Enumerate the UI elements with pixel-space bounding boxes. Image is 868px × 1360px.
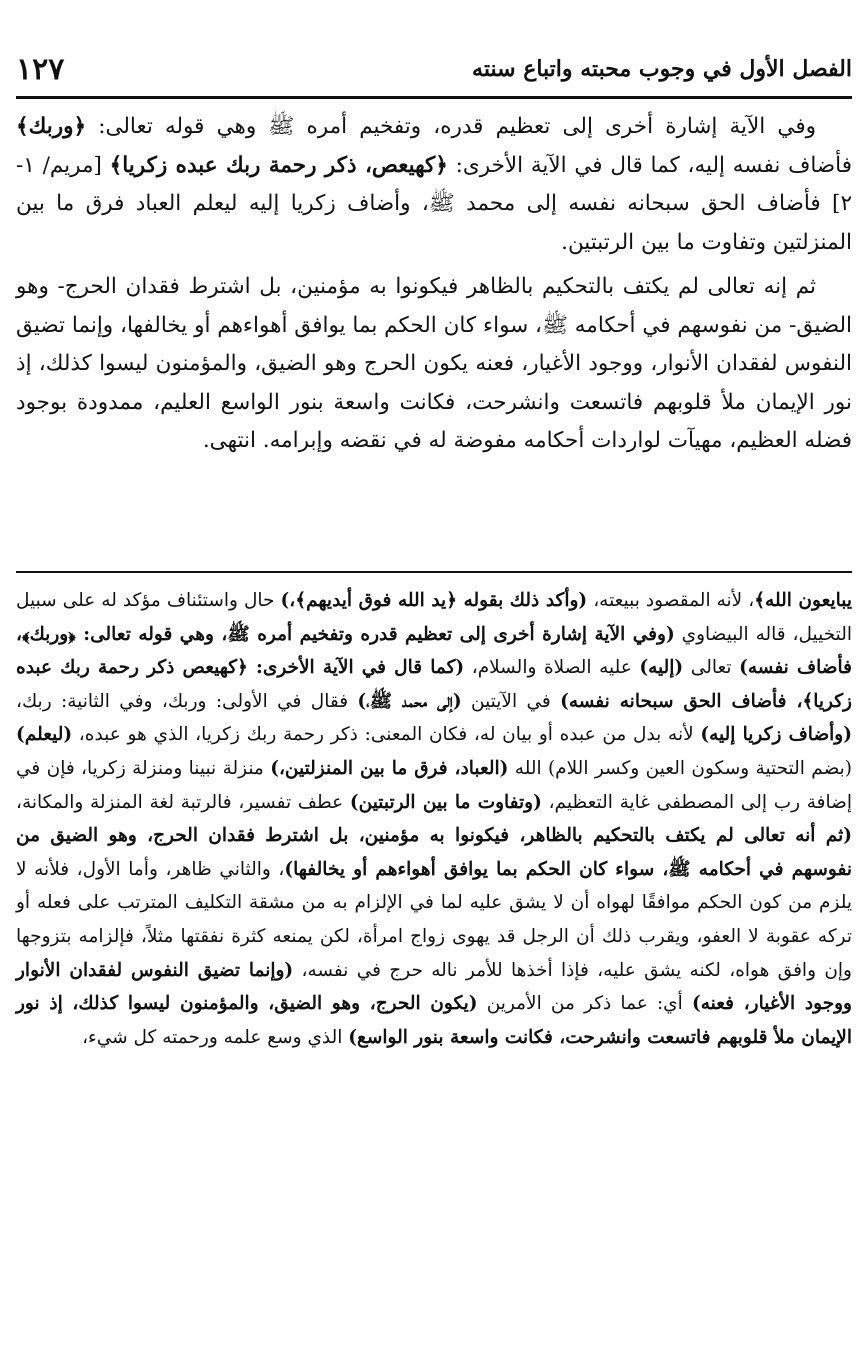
- running-head: [16, 44, 852, 94]
- main-paragraph-2: [16, 268, 852, 461]
- text-run: فقال في الأولى: وربك، وفي الثانية: ربك،: [16, 690, 358, 712]
- text-run: ثم إنه تعالى لم يكتف بالتحكيم بالظاهر فيكونوا به مؤمنين، بل اشترط فقدان الحرج- وهو الضيق- من نفوسهم في أحكامه ﷺ، سواء كان الحكم بما يوافق أهواءهم أو يخالفها، وإنما تضيق النفوس لفقدان الأنوار، ووجود الأغيار، فعنه يكون الحرج وهو الضيق، والمؤمنون ليسوا كذلك، إذ نور الإيمان ملأ قلوبهم فاتسعت وانشرحت، فكانت واسعة بنور الواسع العليم، ممدودة بوجود فضله العظيم، مهيآت لواردات أحكامه مفوضة له في نقضه وإبرامه. انتهى.: [15, 274, 852, 453]
- bold-text-run: (كما قال في الآية الأخرى: ﴿كهيعص ذكر رحمة ربك عبده زكريا﴾، فأضاف الحق سبحانه نفسه): [16, 657, 852, 712]
- bold-text-run: (ليعلم): [16, 724, 73, 746]
- text-run: في الآيتين: [461, 690, 561, 712]
- bold-text-run: يبايعون الله﴾: [754, 590, 853, 611]
- bold-text-run: (وأكد ذلك بقوله ﴿يد الله فوق أيديهم﴾،): [280, 590, 588, 611]
- text-run: حال واستئناف مؤكد له على سبيل التخييل، قاله البيضاوي: [16, 590, 852, 645]
- bold-text-run: (العباد، فرق ما بين المنزلتين،): [270, 757, 509, 779]
- bold-text-run: (إلى محمد ﷺ،): [357, 690, 462, 712]
- text-run: منزلة نبينا ومنزلة زكريا، فإن في إضافة رب إلى المصطفى غاية التعظيم،: [16, 757, 852, 813]
- bold-text-run: (ثم أنه تعالى لم يكتف بالتحكيم بالظاهر، فيكونوا به مؤمنين، بل اشترط فقدان الحرج، وهو الضيق من نفوسهم في أحكامه ﷺ، سواء كان الحكم بما يوافق أهواءهم أو يخالفها): [16, 825, 852, 880]
- text-run: ، والثاني ظاهر، وأما الأول، فلأنه لا يلزم من كون الحكم موافقًا لهواه أن لا يشق عليه لما في الإلزام به من مشقة التكليف المترتب على فعله أو تركه عقوبة لا العفو، ويقرب ذلك أن الرجل قد يهوى زواج امرأة، لكن يمنعه كثرة نفقتها مثلاً، فإلزامه بتزوجها وإن وافق هواه، لكنه يشق عليه، فإذا أخذها للأمر ناله حرج في نفسه،: [16, 858, 852, 981]
- text-run: الذي وسع علمه ورحمته كل شيء،: [82, 1026, 349, 1048]
- bold-text-run: (وأضاف زكريا إليه): [700, 724, 852, 746]
- main-paragraph-1: [16, 108, 852, 262]
- commentary-text: [16, 584, 852, 1054]
- text-run: ، لأنه المقصود ببيعته،: [587, 590, 755, 611]
- text-run: عليه الصلاة والسلام،: [464, 657, 640, 679]
- bold-text-run: (وإنما تضيق النفوس لفقدان الأنوار ووجود الأغيار، فعنه): [16, 959, 852, 1015]
- text-run: لأنه بدل من عبده أو بيان له، فكان المعنى: ذكر رحمة ربك زكريا، الذي هو عبده،: [72, 724, 701, 746]
- text-run: تعالى: [683, 657, 740, 679]
- text-run: (بضم التحتية وسكون العين وكسر اللام) الله: [508, 757, 852, 779]
- bold-text-run: ﴿وربك﴾: [16, 114, 87, 139]
- running-title: الفصل الأول في وجوب محبته واتباع سنته: [472, 56, 852, 82]
- commentary-paragraph: [16, 584, 852, 1054]
- text-run: فأضاف نفسه إليه، كما قال في الآية الأخرى:: [447, 152, 852, 178]
- bold-text-run: (إليه): [639, 657, 684, 679]
- bold-text-run: (وتفاوت ما بين الرتبتين): [349, 791, 542, 813]
- page-number: ١٢٧: [16, 51, 65, 87]
- footnote-divider: [16, 571, 852, 573]
- bold-text-run: ﴿كهيعص، ذكر رحمة ربك عبده زكريا﴾: [109, 152, 448, 178]
- text-run: أي: عما ذكر من الأمرين: [477, 993, 692, 1015]
- header-rule: [16, 96, 852, 99]
- main-text: [16, 108, 852, 461]
- text-run: عطف تفسير، فالرتبة لغة المنزلة والمكانة،: [16, 791, 350, 813]
- text-run: وفي الآية إشارة أخرى إلى تعظيم قدره، وتفخيم أمره ﷺ وهي قوله تعالى:: [86, 114, 816, 139]
- bold-text-run: (وفي الآية إشارة أخرى إلى تعظيم قدره وتفخيم أمره ﷺ، وهي قوله تعالى: ﴿وربك﴾، فأضاف نفسه): [16, 623, 852, 679]
- text-run: [مريم/ ١- ٢] فأضاف الحق سبحانه نفسه إلى محمد ﷺ، وأضاف زكريا إليه ليعلم العباد فرق ما بين المنزلتين وتفاوت ما بين الرتبتين.: [16, 152, 852, 255]
- bold-text-run: (يكون الحرج، وهو الضيق، والمؤمنون ليسوا كذلك، إذ نور الإيمان ملأ قلوبهم فاتسعت وانشرحت، فكانت واسعة بنور الواسع): [16, 993, 852, 1048]
